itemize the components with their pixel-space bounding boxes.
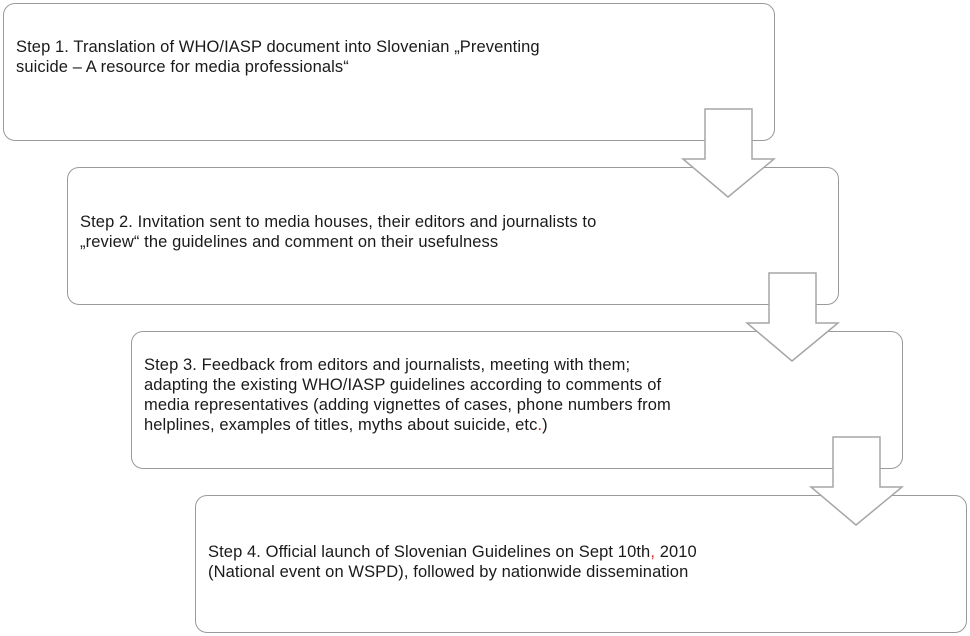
step-3-text-main: Step 3. Feedback from editors and journalists, meeting with them; adapting the existing WHO/IASP guidelines according to comments of media representatives (adding vignettes of cases, phone numbers from helplines, examples of titles, myths about suicide, etc xyxy=(144,356,671,434)
arrow-down-icon-3 xyxy=(810,435,904,527)
step-4-text-end: 2010 (National event on WSPD), followed by nationwide dissemination xyxy=(208,543,697,581)
step-3-text xyxy=(144,355,671,435)
arrow-down-icon-2 xyxy=(746,271,840,363)
arrow-down-icon-1 xyxy=(682,107,776,199)
step-2-text: Step 2. Invitation sent to media houses, their editors and journalists to „review“ the guidelines and comment on their usefulness xyxy=(80,213,597,251)
step-4-accent-mark: , xyxy=(650,543,656,561)
step-4-text-main: Step 4. Official launch of Slovenian Guidelines on Sept 10th xyxy=(208,543,651,561)
step-3-text-end: ) xyxy=(542,416,548,434)
step-1-box xyxy=(3,3,775,141)
step-4-text xyxy=(208,542,697,582)
step-3-accent-mark: . xyxy=(537,416,543,434)
step-1-text: Step 1. Translation of WHO/IASP document into Slovenian „Preventing suicide – A resource for media professionals“ xyxy=(16,38,540,76)
